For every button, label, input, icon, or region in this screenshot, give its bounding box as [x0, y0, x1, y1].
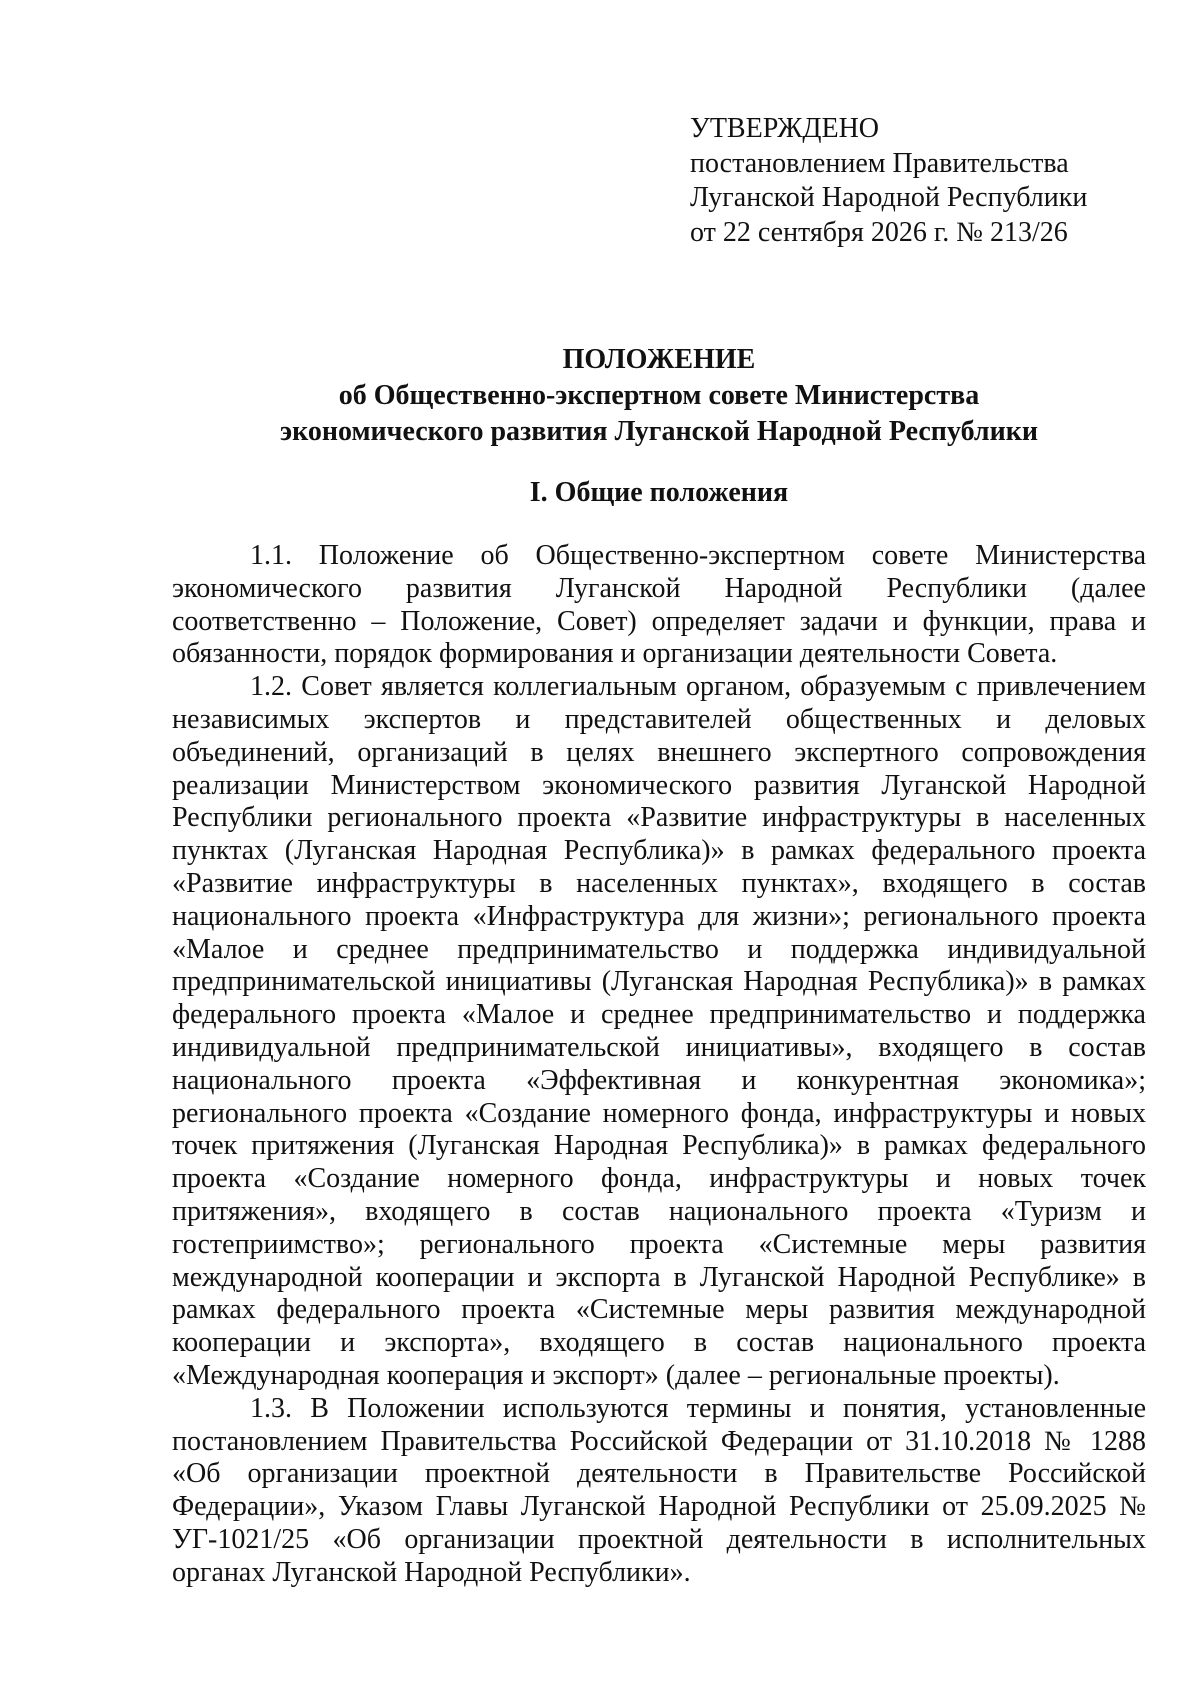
approval-heading: УТВЕРЖДЕНО	[690, 113, 880, 144]
approval-line: Луганской Народной Республики	[690, 182, 1088, 213]
document-title	[172, 342, 1146, 450]
approval-stamp	[690, 112, 1160, 250]
section-heading: I. Общие положения	[529, 477, 789, 508]
paragraph-1-2: 1.2. Совет является коллегиальным органом, образуемым с привлечением независимых экспертов и представителей общественных и деловых объединений, организаций в целях внешнего экспертного сопровождения реализации Министерством экономического развития Луганской Народной Республики регионального проекта «Развитие инфраструктуры в населенных пунктах (Луганская Народная Республика)» в рамках федерального проекта «Развитие инфраструктуры в населенных пунктах», входящего в состав национального проекта «Инфраструктура для жизни»; регионального проекта «Малое и среднее предпринимательство и поддержка индивидуальной предпринимательской инициативы (Луганская Народная Республика)» в рамках федерального проекта «Малое и среднее предпринимательство и поддержка индивидуальной предпринимательской инициативы», входящего в состав национального проекта «Эффективная и конкурентная экономика»; регионального проекта «Создание номерного фонда, инфраструктуры и новых точек притяжения (Луганская Народная Республика)» в рамках федерального проекта «Создание номерного фонда, инфраструктуры и новых точек притяжения», входящего в состав национального проекта «Туризм и гостеприимство»; регионального проекта «Системные меры развития международной кооперации и экспорта в Луганской Народной Республике» в рамках федерального проекта «Системные меры развития международной кооперации и экспорта», входящего в состав национального проекта «Международная кооперация и экспорт» (далее – региональные проекты).	[172, 671, 1146, 1391]
document-title-line: экономического развития Луганской Народной Республики	[280, 416, 1038, 447]
approval-date-number: от 22 сентября 2026 г. № 213/26	[690, 216, 1068, 248]
paragraph-1-1: 1.1. Положение об Общественно-экспертном совете Министерства экономического развития Луганской Народной Республики (далее соответственно – Положение, Совет) определяет задачи и функции, права и обязанности, порядок формирования и организации деятельности Совета.	[172, 540, 1146, 670]
approval-line: постановлением Правительства	[690, 147, 1069, 179]
document-title-line: об Общественно-экспертном совете Министерства	[338, 380, 980, 411]
document-title-line: ПОЛОЖЕНИЕ	[562, 344, 756, 375]
paragraph-1-3: 1.3. В Положении используются термины и понятия, установленные постановлением Правительства Российской Федерации от 31.10.2018 № 1288 «Об организации проектной деятельности в Правительстве Российской Федерации», Указом Главы Луганской Народной Республики от 25.09.2025 № УГ-1021/25 «Об организации проектной деятельности в исполнительных органах Луганской Народной Республики».	[172, 1392, 1146, 1588]
document-body	[172, 540, 1146, 1590]
